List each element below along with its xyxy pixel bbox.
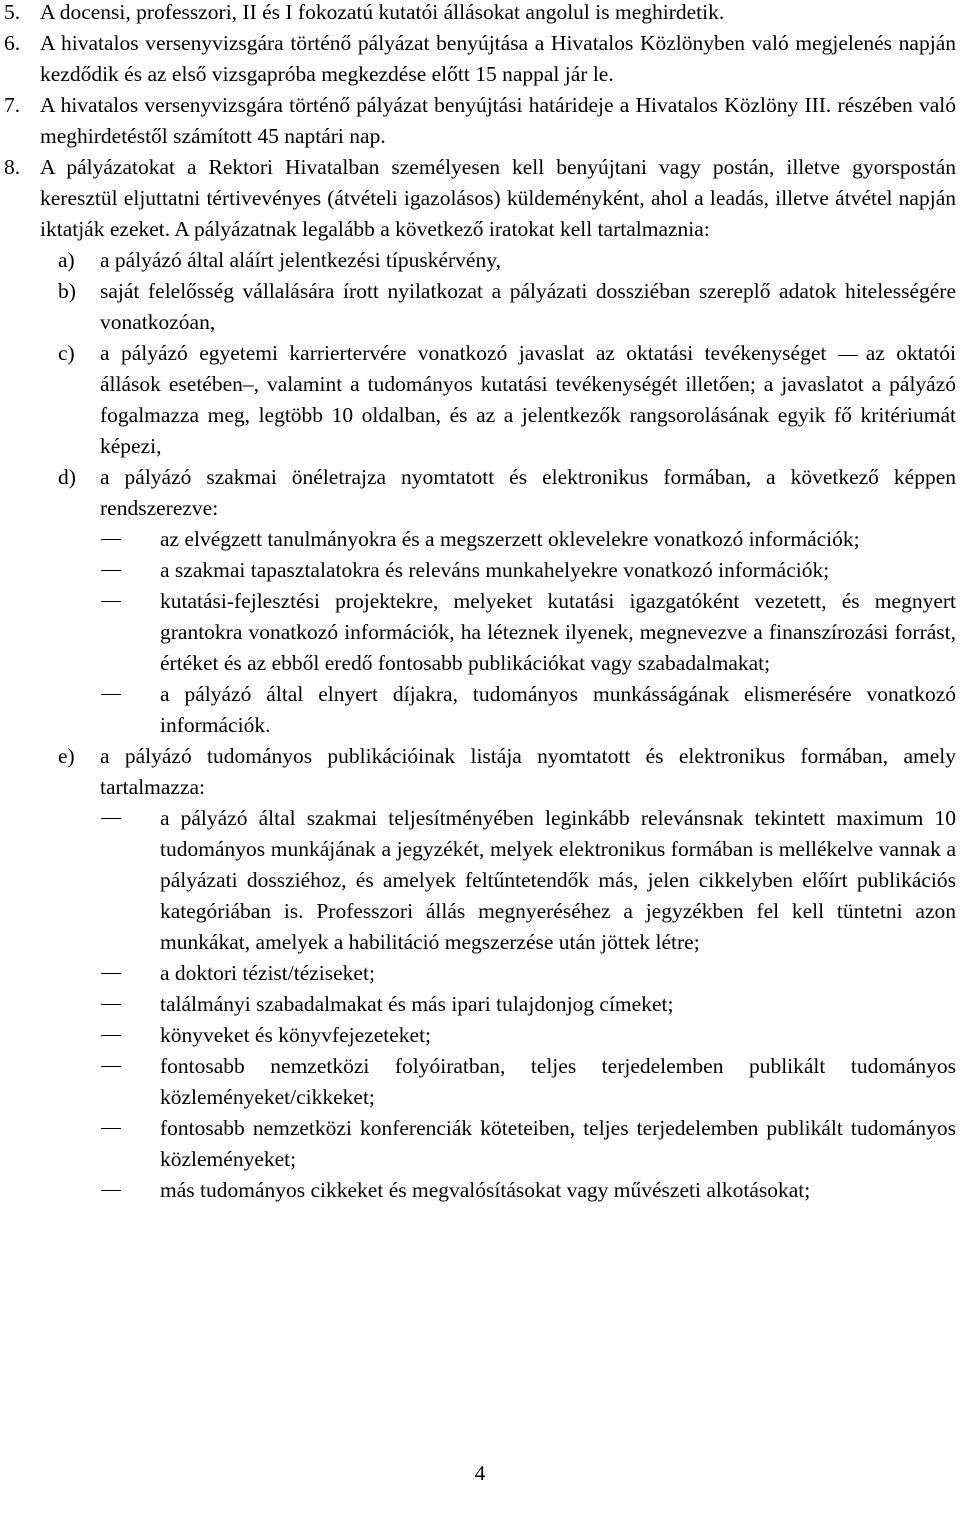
bullet-text: könyveket és könyvfejezeteket; <box>160 1023 432 1047</box>
dash-mark <box>101 1004 121 1005</box>
subitem-text: a pályázó szakmai önéletrajza nyomtatott és elektronikus formában, a következő képpen rendszerezve: <box>100 465 956 520</box>
bullet-text: fontosabb nemzetközi folyóiratban, teljes terjedelemben publikált tudományos közleményeket/cikkeket; <box>160 1054 956 1109</box>
numbered-item-8 <box>0 152 960 245</box>
bullet-text: a szakmai tapasztalatokra és releváns munkahelyekre vonatkozó információk; <box>160 558 830 582</box>
bullet-item <box>0 1113 960 1175</box>
numbered-item-7 <box>0 90 960 152</box>
bullet-text: találmányi szabadalmakat és más ipari tulajdonjog címeket; <box>160 992 674 1016</box>
subitem-e <box>0 741 960 803</box>
bullet-text: fontosabb nemzetközi konferenciák köteteiben, teljes terjedelemben publikált tudományos közleményeket; <box>160 1116 956 1171</box>
dash-mark <box>101 1128 121 1129</box>
item-number: 6. <box>4 31 21 55</box>
bullet-item <box>0 1020 960 1051</box>
subitem-letter: a) <box>58 248 75 272</box>
subitem-text: a pályázó által aláírt jelentkezési típuskérvény, <box>100 248 501 272</box>
item-text: A docensi, professzori, II és I fokozatú kutatói állásokat angolul is meghirdetik. <box>40 0 725 24</box>
item-number: 5. <box>4 0 21 24</box>
item-number: 7. <box>4 93 21 117</box>
numbered-item-6 <box>0 28 960 90</box>
bullet-item <box>0 1051 960 1113</box>
bullet-item <box>0 555 960 586</box>
subitem-d-bullets <box>0 524 960 741</box>
page-number: 4 <box>474 1461 486 1485</box>
subitem-text: saját felelősség vállalására írott nyilatkozat a pályázati dossziéban szereplő adatok hitelességére vonatkozóan, <box>100 279 956 334</box>
subitem-letter: d) <box>58 465 76 489</box>
bullet-text: az elvégzett tanulmányokra és a megszerzett oklevelekre vonatkozó információk; <box>160 527 860 551</box>
bullet-text: a doktori tézist/téziseket; <box>160 961 375 985</box>
subitem-letter: e) <box>58 744 75 768</box>
dash-mark <box>101 1190 121 1191</box>
subitem-text: a pályázó tudományos publikációinak listája nyomtatott és elektronikus formában, amely tartalmazza: <box>100 744 956 799</box>
subitem-text-continued: az oktatói állások esetében–, valamint a tudományos kutatási tevékenységét illetően; a javaslatot a pályázó fogalmazza meg, legtöbb 10 oldalban, és az a jelentkezők rangsorolásának egyik fő kritériumát képezi, <box>100 341 956 458</box>
subitem-e-bullets <box>0 803 960 1206</box>
dash-mark <box>101 1066 121 1067</box>
bullet-item <box>0 958 960 989</box>
dash-mark <box>101 694 121 695</box>
item-text: A hivatalos versenyvizsgára történő pályázat benyújtása a Hivatalos Közlönyben való megjelenés napján kezdődik és az első vizsgapróba megkezdése előtt 15 nappal jár le. <box>40 31 956 86</box>
bullet-item <box>0 586 960 679</box>
bullet-item <box>0 524 960 555</box>
dash-mark <box>101 818 121 819</box>
dash-mark <box>101 570 121 571</box>
bullet-item <box>0 989 960 1020</box>
dash-mark <box>101 539 121 540</box>
subitem-a <box>0 245 960 276</box>
subitem-d <box>0 462 960 524</box>
dash-mark <box>101 1035 121 1036</box>
item-number: 8. <box>4 155 21 179</box>
subitem-c <box>0 338 960 462</box>
dash-mark <box>838 355 858 356</box>
dash-mark <box>101 973 121 974</box>
bullet-item <box>0 679 960 741</box>
numbered-item-5 <box>0 0 960 28</box>
subitem-letter: b) <box>58 279 76 303</box>
subitem-text: a pályázó egyetemi karriertervére vonatkozó javaslat az oktatási tevékenységet <box>100 341 827 365</box>
subitem-b <box>0 276 960 338</box>
bullet-text: más tudományos cikkeket és megvalósításokat vagy művészeti alkotásokat; <box>160 1178 811 1202</box>
bullet-item <box>0 803 960 958</box>
bullet-text: a pályázó által szakmai teljesítményében leginkább relevánsnak tekintett maximum 10 tudományos munkájának a jegyzékét, melyek elektronikus formában is mellékelve vannak a pályázati dossziéhoz, és amelyek feltűntetendők más, jelen cikkelyben előírt publikációs kategóriában is. Professzori állás megnyeréséhez a jegyzékben fel kell tüntetni azon munkákat, amelyek a habilitáció megszerzése után jöttek létre; <box>160 806 956 954</box>
bullet-text: a pályázó által elnyert díjakra, tudományos munkásságának elismerésére vonatkozó információk. <box>160 682 956 737</box>
bullet-text: kutatási-fejlesztési projektekre, melyeket kutatási igazgatóként vezetett, és megnyert grantokra vonatkozó információk, ha léteznek ilyenek, megnevezve a finanszírozási forrást, értéket és az ebből eredő fontosabb publikációkat vagy szabadalmakat; <box>160 589 956 675</box>
bullet-item <box>0 1175 960 1206</box>
dash-mark <box>101 601 121 602</box>
item-text: A pályázatokat a Rektori Hivatalban személyesen kell benyújtani vagy postán, illetve gyorspostán keresztül eljuttatni tértivevényes (átvételi igazolásos) küldeményként, ahol a leadás, illetve átvétel napján iktatják ezeket. A pályázatnak legalább a következő iratokat kell tartalmaznia: <box>40 155 956 241</box>
subitem-letter: c) <box>58 341 75 365</box>
item-text: A hivatalos versenyvizsgára történő pályázat benyújtási határideje a Hivatalos Közlöny III. részében való meghirdetéstől számított 45 naptári nap. <box>40 93 956 148</box>
